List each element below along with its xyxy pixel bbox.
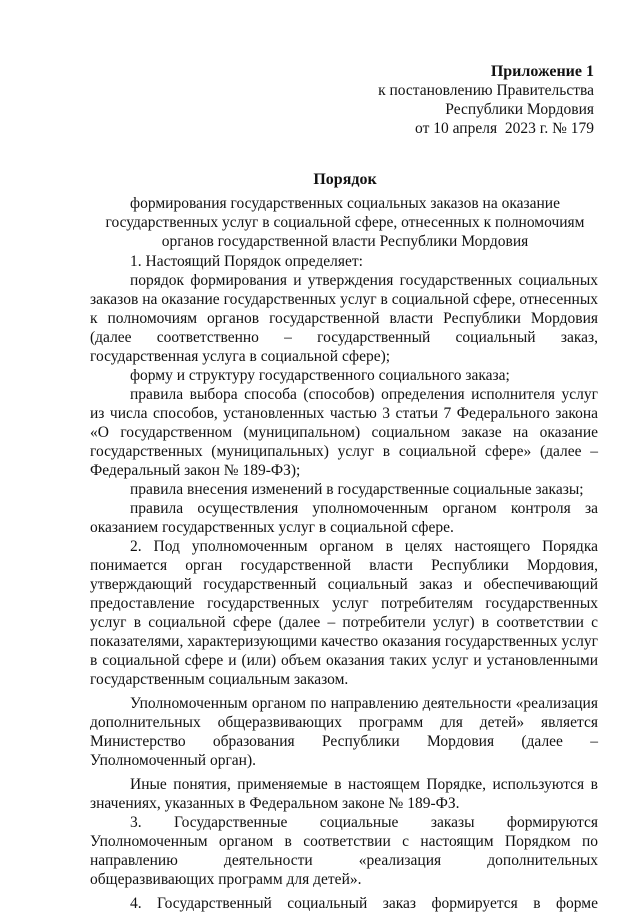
- appendix-header: [378, 62, 594, 138]
- number-value: 179: [570, 120, 594, 137]
- title-main: Порядок: [313, 171, 377, 188]
- date-year: 2023 г.: [504, 120, 549, 137]
- paragraph: 3. Государственные социальные заказы формируются Уполномоченным органом в соответствии с настоящим Порядком по направлению деятельности «реализация дополнительных общеразвивающих программ для детей».: [90, 814, 598, 888]
- appendix-line-1: к постановлению Правительства: [378, 82, 594, 99]
- paragraph: правила выбора способа (способов) определения исполнителя услуг из числа способов, установленных частью 3 статьи 7 Федерального закона «О государственном (муниципальном) социальном заказе на оказание государственных (муниципальных) услуг в социальной сфере» (далее – Федеральный закон № 189-ФЗ);: [90, 386, 598, 479]
- document-body: [90, 252, 598, 913]
- date-prefix: от: [415, 120, 430, 137]
- paragraph: Иные понятия, применяемые в настоящем Порядке, используются в значениях, указанных в Федеральном законе № 189-ФЗ.: [90, 776, 598, 812]
- date-month: апреля: [452, 120, 498, 137]
- paragraph: форму и структуру государственного социального заказа;: [130, 367, 510, 384]
- title-subtitle: формирования государственных социальных заказов на оказание государственных услуг в социальной сфере, отнесенных к полномочиям органов государственной власти Республики Мордовия: [105, 195, 585, 250]
- paragraph: Уполномоченным органом по направлению деятельности «реализация дополнительных общеразвивающих программ для детей» является Министерство образования Республики Мордовия (далее – Уполномоченный орган).: [90, 695, 598, 769]
- date-day: 10: [433, 120, 449, 137]
- number-label: №: [552, 120, 567, 137]
- appendix-date-line: [378, 119, 594, 138]
- paragraph: правила внесения изменений в государственные социальные заказы;: [130, 481, 584, 498]
- paragraph: правила осуществления уполномоченным органом контроля за оказанием государственных услуг в социальной сфере.: [90, 500, 598, 536]
- document-title: [90, 170, 600, 251]
- paragraph: 1. Настоящий Порядок определяет:: [130, 253, 363, 270]
- appendix-line-2: Республики Мордовия: [445, 101, 594, 118]
- appendix-title: Приложение 1: [490, 63, 594, 80]
- paragraph: 2. Под уполномоченным органом в целях настоящего Порядка понимается орган государственной власти Республики Мордовия, утверждающий государственный социальный заказ и обеспечивающий предоставление государственных услуг потребителям государственных услуг в социальной сфере (далее – потребители услуг) в соответствии с показателями, характеризующими качество оказания государственных услуг в социальной сфере и (или) объем оказания таких услуг и установленными государственным социальным заказом.: [90, 538, 598, 688]
- paragraph: порядок формирования и утверждения государственных социальных заказов на оказание государственных услуг в социальной сфере, отнесенных к полномочиям органов государственной власти Республики Мордовия (далее соответственно – государственный социальный заказ, государственная услуга в социальной сфере);: [90, 272, 598, 365]
- paragraph: 4. Государственный социальный заказ формируется в форме: [130, 895, 598, 912]
